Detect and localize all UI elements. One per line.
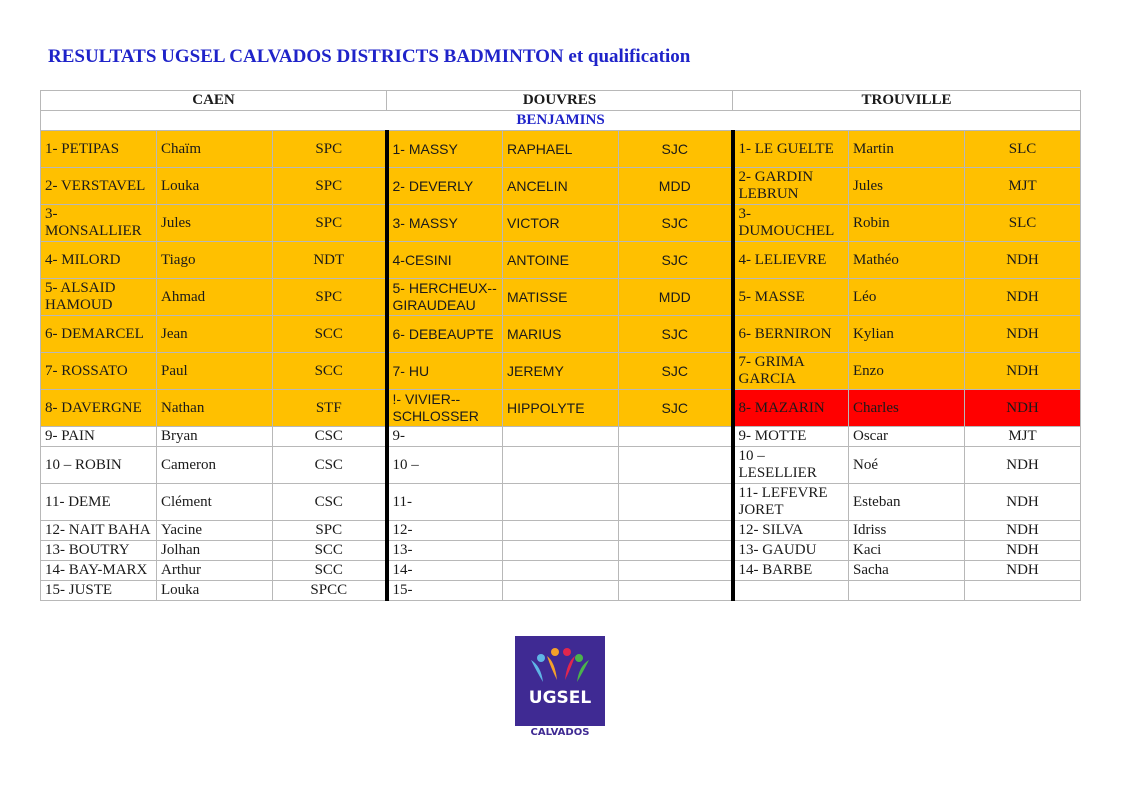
logo-wordmark: UGSEL xyxy=(528,688,592,708)
trouville-firstname-cell: Noé xyxy=(849,447,965,484)
douvres-club-cell xyxy=(619,561,733,581)
trouville-club-cell: MJT xyxy=(965,168,1081,205)
caen-club-cell: SPC xyxy=(273,521,387,541)
caen-club-cell: SPC xyxy=(273,131,387,168)
caen-firstname-cell: Jean xyxy=(157,316,273,353)
caen-name-cell: 10 – ROBIN xyxy=(41,447,157,484)
table-row xyxy=(41,447,1081,484)
douvres-firstname-cell xyxy=(503,521,619,541)
caen-name-cell: 1- PETIPAS xyxy=(41,131,157,168)
douvres-club-cell xyxy=(619,484,733,521)
trouville-name-cell: 10 – LESELLIER xyxy=(733,447,849,484)
table-row xyxy=(41,353,1081,390)
caen-club-cell: SPC xyxy=(273,205,387,242)
trouville-name-cell: 13- GAUDU xyxy=(733,541,849,561)
caen-club-cell: SCC xyxy=(273,541,387,561)
douvres-firstname-cell: HIPPOLYTE xyxy=(503,390,619,427)
douvres-name-cell: 4-CESINI xyxy=(387,242,503,279)
trouville-firstname-cell: Sacha xyxy=(849,561,965,581)
trouville-firstname-cell: Robin xyxy=(849,205,965,242)
caen-firstname-cell: Paul xyxy=(157,353,273,390)
district-header-douvres: DOUVRES xyxy=(387,91,733,111)
trouville-firstname-cell: Charles xyxy=(849,390,965,427)
trouville-club-cell: NDH xyxy=(965,279,1081,316)
douvres-firstname-cell xyxy=(503,447,619,484)
trouville-name-cell: 1- LE GUELTE xyxy=(733,131,849,168)
trouville-firstname-cell: Kaci xyxy=(849,541,965,561)
trouville-name-cell: 6- BERNIRON xyxy=(733,316,849,353)
douvres-name-cell: 5- HERCHEUX--GIRAUDEAU xyxy=(387,279,503,316)
caen-firstname-cell: Chaïm xyxy=(157,131,273,168)
douvres-name-cell: 2- DEVERLY xyxy=(387,168,503,205)
trouville-name-cell: 11- LEFEVRE JORET xyxy=(733,484,849,521)
douvres-firstname-cell xyxy=(503,581,619,601)
table-row xyxy=(41,279,1081,316)
douvres-club-cell: MDD xyxy=(619,168,733,205)
douvres-club-cell: MDD xyxy=(619,279,733,316)
page-title: RESULTATS UGSEL CALVADOS DISTRICTS BADMINTON et qualification xyxy=(48,46,691,67)
trouville-firstname-cell: Mathéo xyxy=(849,242,965,279)
douvres-firstname-cell: VICTOR xyxy=(503,205,619,242)
caen-club-cell: STF xyxy=(273,390,387,427)
table-row xyxy=(41,242,1081,279)
douvres-name-cell: 12- xyxy=(387,521,503,541)
douvres-firstname-cell xyxy=(503,427,619,447)
douvres-club-cell xyxy=(619,541,733,561)
trouville-firstname-cell: Kylian xyxy=(849,316,965,353)
douvres-name-cell: 14- xyxy=(387,561,503,581)
douvres-firstname-cell: MATISSE xyxy=(503,279,619,316)
trouville-club-cell: NDH xyxy=(965,447,1081,484)
caen-club-cell: SCC xyxy=(273,561,387,581)
caen-club-cell: CSC xyxy=(273,447,387,484)
trouville-club-cell: MJT xyxy=(965,427,1081,447)
caen-name-cell: 6- DEMARCEL xyxy=(41,316,157,353)
table-row xyxy=(41,484,1081,521)
caen-name-cell: 14- BAY-MARX xyxy=(41,561,157,581)
douvres-firstname-cell: MARIUS xyxy=(503,316,619,353)
trouville-firstname-cell: Enzo xyxy=(849,353,965,390)
table-row xyxy=(41,541,1081,561)
district-header-caen: CAEN xyxy=(41,91,387,111)
douvres-club-cell: SJC xyxy=(619,242,733,279)
caen-firstname-cell: Clément xyxy=(157,484,273,521)
douvres-club-cell xyxy=(619,581,733,601)
caen-club-cell: SCC xyxy=(273,353,387,390)
douvres-club-cell xyxy=(619,427,733,447)
douvres-name-cell: 13- xyxy=(387,541,503,561)
caen-name-cell: 4- MILORD xyxy=(41,242,157,279)
douvres-club-cell: SJC xyxy=(619,390,733,427)
trouville-firstname-cell: Jules xyxy=(849,168,965,205)
figures-icon xyxy=(515,636,605,726)
trouville-firstname-cell: Léo xyxy=(849,279,965,316)
douvres-firstname-cell: JEREMY xyxy=(503,353,619,390)
trouville-club-cell: SLC xyxy=(965,205,1081,242)
table-row xyxy=(41,390,1081,427)
trouville-firstname-cell: Idriss xyxy=(849,521,965,541)
douvres-club-cell xyxy=(619,521,733,541)
trouville-name-cell: 14- BARBE xyxy=(733,561,849,581)
trouville-firstname-cell: Esteban xyxy=(849,484,965,521)
trouville-name-cell: 9- MOTTE xyxy=(733,427,849,447)
caen-name-cell: 13- BOUTRY xyxy=(41,541,157,561)
table-row xyxy=(41,131,1081,168)
category-header: BENJAMINS xyxy=(41,111,1081,131)
trouville-firstname-cell: Martin xyxy=(849,131,965,168)
douvres-name-cell: !- VIVIER--SCHLOSSER xyxy=(387,390,503,427)
trouville-firstname-cell: Oscar xyxy=(849,427,965,447)
caen-club-cell: SPC xyxy=(273,279,387,316)
caen-firstname-cell: Arthur xyxy=(157,561,273,581)
trouville-name-cell: 2- GARDIN LEBRUN xyxy=(733,168,849,205)
caen-club-cell: CSC xyxy=(273,484,387,521)
douvres-name-cell: 7- HU xyxy=(387,353,503,390)
douvres-club-cell: SJC xyxy=(619,205,733,242)
douvres-club-cell: SJC xyxy=(619,131,733,168)
results-table xyxy=(40,90,1081,601)
caen-firstname-cell: Nathan xyxy=(157,390,273,427)
douvres-name-cell: 10 – xyxy=(387,447,503,484)
caen-firstname-cell: Tiago xyxy=(157,242,273,279)
district-header-trouville: TROUVILLE xyxy=(733,91,1081,111)
douvres-club-cell: SJC xyxy=(619,353,733,390)
trouville-club-cell: NDH xyxy=(965,353,1081,390)
caen-firstname-cell: Jules xyxy=(157,205,273,242)
trouville-club-cell: NDH xyxy=(965,316,1081,353)
douvres-name-cell: 15- xyxy=(387,581,503,601)
caen-name-cell: 3- MONSALLIER xyxy=(41,205,157,242)
douvres-firstname-cell: RAPHAEL xyxy=(503,131,619,168)
table-row xyxy=(41,581,1081,601)
douvres-club-cell: SJC xyxy=(619,316,733,353)
trouville-name-cell: 4- LELIEVRE xyxy=(733,242,849,279)
caen-club-cell: SPC xyxy=(273,168,387,205)
table-row xyxy=(41,168,1081,205)
douvres-name-cell: 11- xyxy=(387,484,503,521)
trouville-club-cell: SLC xyxy=(965,131,1081,168)
caen-name-cell: 2- VERSTAVEL xyxy=(41,168,157,205)
douvres-club-cell xyxy=(619,447,733,484)
douvres-firstname-cell xyxy=(503,541,619,561)
caen-name-cell: 8- DAVERGNE xyxy=(41,390,157,427)
trouville-club-cell: NDH xyxy=(965,541,1081,561)
trouville-club-cell: NDH xyxy=(965,561,1081,581)
caen-name-cell: 5- ALSAID HAMOUD xyxy=(41,279,157,316)
douvres-name-cell: 9- xyxy=(387,427,503,447)
trouville-name-cell: 3- DUMOUCHEL xyxy=(733,205,849,242)
trouville-club-cell: NDH xyxy=(965,390,1081,427)
douvres-name-cell: 3- MASSY xyxy=(387,205,503,242)
caen-firstname-cell: Bryan xyxy=(157,427,273,447)
trouville-name-cell: 5- MASSE xyxy=(733,279,849,316)
caen-name-cell: 9- PAIN xyxy=(41,427,157,447)
douvres-firstname-cell: ANCELIN xyxy=(503,168,619,205)
caen-name-cell: 7- ROSSATO xyxy=(41,353,157,390)
caen-firstname-cell: Louka xyxy=(157,581,273,601)
douvres-firstname-cell xyxy=(503,561,619,581)
trouville-club-cell: NDH xyxy=(965,521,1081,541)
table-row xyxy=(41,561,1081,581)
caen-firstname-cell: Ahmad xyxy=(157,279,273,316)
caen-firstname-cell: Yacine xyxy=(157,521,273,541)
trouville-club-cell: NDH xyxy=(965,242,1081,279)
caen-firstname-cell: Jolhan xyxy=(157,541,273,561)
caen-club-cell: NDT xyxy=(273,242,387,279)
logo-subtitle: CALVADOS xyxy=(530,727,590,738)
table-row xyxy=(41,521,1081,541)
trouville-firstname-cell xyxy=(849,581,965,601)
douvres-name-cell: 6- DEBEAUPTE xyxy=(387,316,503,353)
table-row xyxy=(41,205,1081,242)
trouville-club-cell: NDH xyxy=(965,484,1081,521)
douvres-name-cell: 1- MASSY xyxy=(387,131,503,168)
caen-club-cell: CSC xyxy=(273,427,387,447)
table-row xyxy=(41,427,1081,447)
caen-name-cell: 15- JUSTE xyxy=(41,581,157,601)
caen-name-cell: 12- NAIT BAHA xyxy=(41,521,157,541)
trouville-club-cell xyxy=(965,581,1081,601)
caen-club-cell: SCC xyxy=(273,316,387,353)
douvres-firstname-cell xyxy=(503,484,619,521)
ugsel-logo xyxy=(515,636,605,726)
caen-club-cell: SPCC xyxy=(273,581,387,601)
douvres-firstname-cell: ANTOINE xyxy=(503,242,619,279)
trouville-name-cell xyxy=(733,581,849,601)
caen-firstname-cell: Cameron xyxy=(157,447,273,484)
trouville-name-cell: 8- MAZARIN xyxy=(733,390,849,427)
table-row xyxy=(41,316,1081,353)
trouville-name-cell: 7- GRIMA GARCIA xyxy=(733,353,849,390)
caen-firstname-cell: Louka xyxy=(157,168,273,205)
caen-name-cell: 11- DEME xyxy=(41,484,157,521)
trouville-name-cell: 12- SILVA xyxy=(733,521,849,541)
